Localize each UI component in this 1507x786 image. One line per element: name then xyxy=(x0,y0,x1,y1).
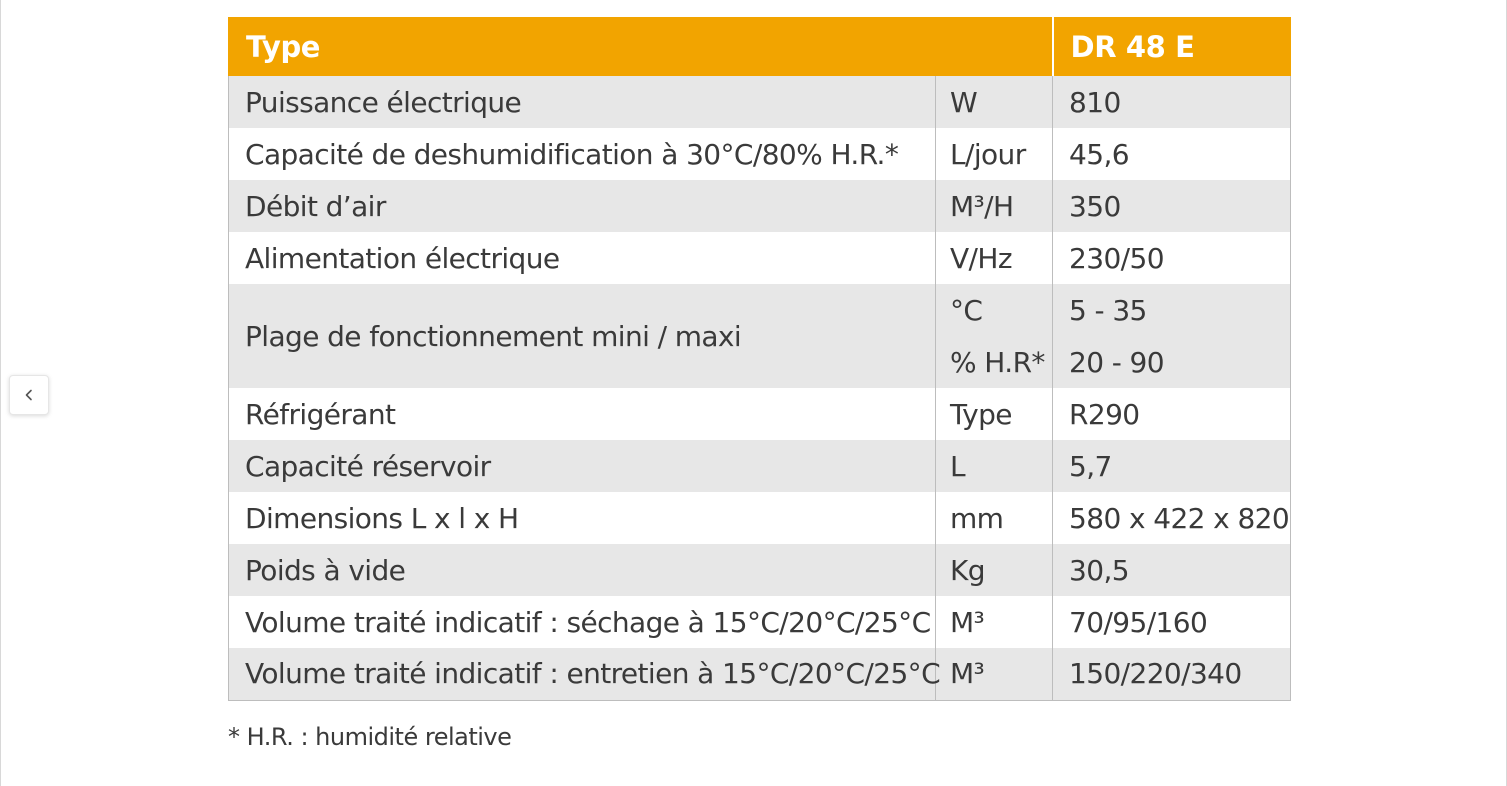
row-value: 30,5 xyxy=(1053,544,1291,596)
table-row xyxy=(229,232,1291,284)
row-unit: Type xyxy=(936,388,1053,440)
row-unit: °C xyxy=(936,284,1053,336)
chevron-left-icon xyxy=(23,389,35,401)
table-row xyxy=(229,284,1291,336)
row-label: Volume traité indicatif : entretien à 15°C/20°C/25°C xyxy=(229,648,936,700)
table-row xyxy=(229,492,1291,544)
frame-left-border xyxy=(0,0,1,786)
footnote: * H.R. : humidité relative xyxy=(228,723,512,751)
row-unit: mm xyxy=(936,492,1053,544)
row-unit: % H.R* xyxy=(936,336,1053,388)
row-value: 5,7 xyxy=(1053,440,1291,492)
row-label: Plage de fonctionnement mini / maxi xyxy=(229,284,936,388)
row-unit: V/Hz xyxy=(936,232,1053,284)
table-row xyxy=(229,544,1291,596)
previous-button[interactable] xyxy=(9,375,49,415)
row-value: 150/220/340 xyxy=(1053,648,1291,700)
table-header-row xyxy=(229,17,1291,76)
row-unit: M³ xyxy=(936,596,1053,648)
row-unit: Kg xyxy=(936,544,1053,596)
row-unit: M³ xyxy=(936,648,1053,700)
row-label: Réfrigérant xyxy=(229,388,936,440)
row-value: 5 - 35 xyxy=(1053,284,1291,336)
table-row xyxy=(229,596,1291,648)
row-value: R290 xyxy=(1053,388,1291,440)
row-value: 810 xyxy=(1053,76,1291,128)
table-row xyxy=(229,76,1291,128)
header-type: Type xyxy=(229,17,1053,76)
row-value: 45,6 xyxy=(1053,128,1291,180)
header-model: DR 48 E xyxy=(1053,17,1291,76)
row-label: Débit d’air xyxy=(229,180,936,232)
table-row xyxy=(229,128,1291,180)
row-label: Volume traité indicatif : séchage à 15°C/20°C/25°C xyxy=(229,596,936,648)
spec-table xyxy=(228,17,1291,701)
row-unit: W xyxy=(936,76,1053,128)
row-value: 350 xyxy=(1053,180,1291,232)
row-unit: L/jour xyxy=(936,128,1053,180)
table-row xyxy=(229,180,1291,232)
row-value: 70/95/160 xyxy=(1053,596,1291,648)
row-unit: L xyxy=(936,440,1053,492)
table-row xyxy=(229,648,1291,700)
row-label: Capacité de deshumidification à 30°C/80% H.R.* xyxy=(229,128,936,180)
row-label: Puissance électrique xyxy=(229,76,936,128)
row-label: Poids à vide xyxy=(229,544,936,596)
row-value: 580 x 422 x 820 xyxy=(1053,492,1291,544)
table-row xyxy=(229,440,1291,492)
row-unit: M³/H xyxy=(936,180,1053,232)
row-label: Alimentation électrique xyxy=(229,232,936,284)
row-label: Dimensions L x l x H xyxy=(229,492,936,544)
row-value: 20 - 90 xyxy=(1053,336,1291,388)
row-label: Capacité réservoir xyxy=(229,440,936,492)
table-row xyxy=(229,388,1291,440)
row-value: 230/50 xyxy=(1053,232,1291,284)
